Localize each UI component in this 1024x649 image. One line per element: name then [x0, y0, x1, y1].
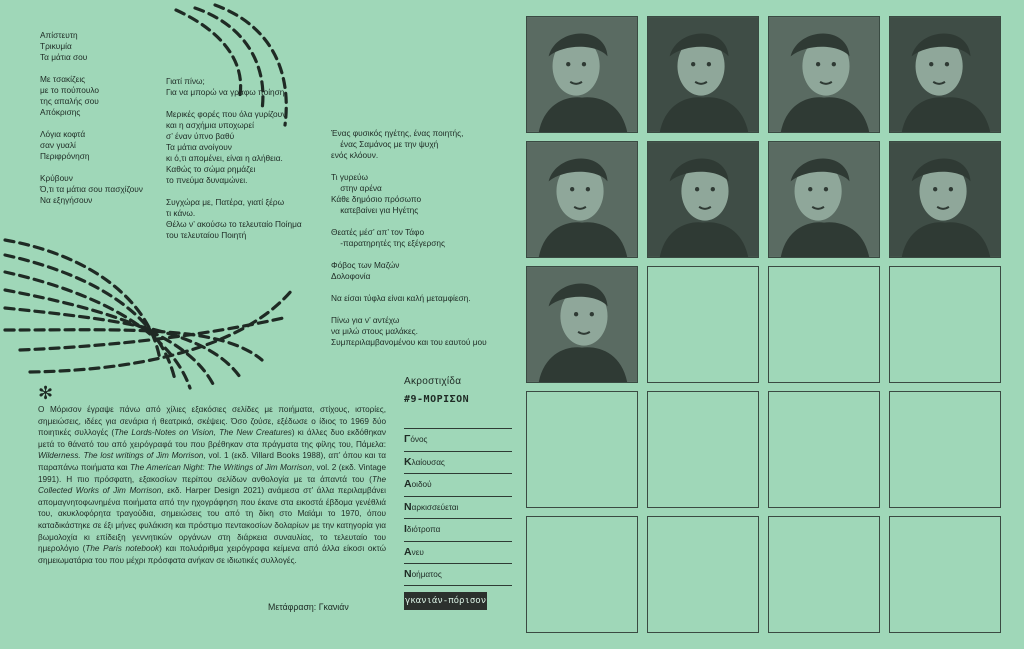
- poem-line: ενός κλόουν.: [331, 150, 379, 160]
- biography-text: Ο Μόρισον έγραψε πάνω από χίλιες εξακόσιες σελίδες με ποιήματα, στίχους, ιστορίες, σημειώσεις, ιδέες για σενάρια ή θεατρικά, σκέψεις. Όσο ζούσε, εξέδωσε ο ίδιος το 1969 δύο ποιητικές συλλογές (The Lords-Notes on Vision, The New Creatures) κι άλλες δυο εκδόθηκαν μετά το θάνατό του από χειρόγραφά του που βρέθηκαν στα πράγματα της φίλης του, Πάμελα: Wilderness. The lost writings of Jim Morrison, vol. 1 (εκδ. Villard Books 1988), απ’ όπου και τα παραπάνω ποιήματα και The American Night: The Writings of Jim Morrison, vol. 2 (εκδ. Vintage 1991). Η πιο πρόσφατη, εξακοσίων περίπου σελίδων ανθολογία με τα άπαντά του (The Collected Works of Jim Morrison, εκδ. Harper Design 2021) ανάμεσα στ’ άλλα περιλαμβάνει απομαγνητοφωνημένα ποιήματα από την ηχογράφηση που έκανε στα εικοστά έβδομα γενέθλιά του, ακυκλοφόρητα τραγούδια, σημειώσεις του από τη δίκη στο Μαϊάμι το 1970, όπου καταδικάστηκε σε έξι μήνες φυλάκιση και πρόστιμο πεντακοσίων δολαρίων με την κατηγορία για βωμολοχία κι επίδειξη γεννητικών οργάνων στη διάρκεια συναυλίας, το τελευταίο του ημερολόγιο (The Paris notebook) και πολυάριθμα χειρόγραφα κείμενα από άλλα είκοσι οκτώ σημειωματάρια του που μέχρι πρόσφατα ανήκαν σε ιδιωτικές συλλογές.: [38, 405, 387, 565]
- poem-line: Μερικές φορές που όλα γυρίζουν: [166, 109, 287, 119]
- poem-line: Τρικυμία: [40, 41, 72, 51]
- acrostic-line: [404, 451, 512, 474]
- acrostic-rest: αρκισσεύεται: [411, 502, 459, 512]
- portrait-photo: [647, 16, 759, 133]
- poem-line: Συγχώρα με, Πατέρα, γιατί ξέρω: [166, 197, 285, 207]
- portrait-photo-image: [648, 17, 758, 132]
- portrait-photo-image: [648, 142, 758, 257]
- empty-frame: [647, 266, 759, 383]
- poem-line: Να είσαι τύφλα είναι καλή μεταμφίεση.: [331, 293, 471, 303]
- poem-two: [166, 76, 302, 252]
- empty-frame: [889, 516, 1001, 633]
- portrait-photo-image: [890, 17, 1000, 132]
- stanza: [166, 76, 302, 98]
- poem-line: Λόγια κοφτά: [40, 129, 86, 139]
- translator-credit: Μετάφραση: Γκανιάν: [268, 602, 349, 612]
- poem-line: Να εξηγήσουν: [40, 195, 93, 205]
- poem-line: Ένας φυσικός ηγέτης, ένας ποιητής,: [331, 128, 464, 138]
- portrait-photo-image: [527, 267, 637, 382]
- acrostic-initial: Α: [404, 545, 412, 558]
- poem-line: σαν γυαλί: [40, 140, 76, 150]
- poem-line: Απίστευτη: [40, 30, 78, 40]
- portrait-photo-image: [890, 142, 1000, 257]
- portrait-photo-image: [527, 142, 637, 257]
- acrostic-initial: Ν: [404, 568, 412, 580]
- portrait-photo-image: [769, 17, 879, 132]
- poem-one: [40, 30, 143, 217]
- stanza: [40, 30, 143, 63]
- poem-line: Με τσακίζεις: [40, 74, 86, 84]
- poem-line: ένας Σαμάνος με την ψυχή: [331, 139, 439, 149]
- poem-line: Θεατές μέσ’ απ’ τον Τάφο: [331, 227, 425, 237]
- poem-line: Φόβος των Μαζών: [331, 260, 400, 270]
- acrostic-initial: Α: [404, 478, 412, 490]
- poem-line: Πίνω για ν’ αντέχω: [331, 315, 400, 325]
- portrait-photo: [889, 141, 1001, 258]
- poem-line: και η ασχήμια υποχωρεί: [166, 120, 254, 130]
- portrait-photo: [526, 266, 638, 383]
- acrostic-rest: λαίουσας: [411, 457, 445, 467]
- poem-line: σ’ έναν ύπνο βαθύ: [166, 131, 235, 141]
- portrait-photo: [526, 141, 638, 258]
- poem-line: κατεβαίνει για Ηγέτης: [331, 205, 419, 215]
- stanza: [40, 129, 143, 162]
- acrostic-line: [404, 428, 512, 451]
- poem-line: του τελευταίου Ποιητή: [166, 230, 247, 240]
- poem-line: Τα μάτια σου: [40, 52, 88, 62]
- acrostic-line: [404, 473, 512, 496]
- portrait-photo: [526, 16, 638, 133]
- stanza: [331, 227, 487, 249]
- poem-line: Για να μπορώ να γράφω ποίηση.: [166, 87, 287, 97]
- empty-frame: [647, 391, 759, 508]
- stanza: [40, 173, 143, 206]
- portrait-grid: [526, 16, 1002, 633]
- portrait-photo-image: [769, 142, 879, 257]
- portrait-photo: [768, 141, 880, 258]
- acrostic-rest: οιδού: [411, 480, 432, 489]
- empty-frame: [526, 391, 638, 508]
- acrostic-line: [404, 518, 512, 541]
- acrostic-line: [404, 541, 512, 564]
- poem-line: Τα μάτια ανοίγουν: [166, 142, 232, 152]
- asterisk-icon: ✻: [38, 383, 54, 404]
- poem-line: -παρατηρητές της εξέγερσης: [331, 238, 446, 248]
- acrostic-line: [404, 563, 512, 586]
- acrostic-rest: διότροπα: [406, 525, 441, 534]
- poem-line: Γιατί πίνω;: [166, 76, 205, 86]
- poem-line: το πνεύμα δυναμώνει.: [166, 175, 248, 185]
- acrostic-initial: Ι: [404, 523, 407, 535]
- portrait-photo: [647, 141, 759, 258]
- acrostic-rest: οήματος: [411, 570, 442, 579]
- acrostic-line: [404, 496, 512, 519]
- stanza: [331, 260, 487, 282]
- poem-line: Δολοφονία: [331, 271, 371, 281]
- empty-frame: [768, 516, 880, 633]
- empty-frame: [889, 266, 1001, 383]
- portrait-photo: [768, 16, 880, 133]
- empty-frame: [768, 391, 880, 508]
- poem-line: Ό,τι τα μάτια σου πασχίζουν: [40, 184, 143, 194]
- stanza: [40, 74, 143, 118]
- acrostic-list: [404, 428, 512, 586]
- poem-line: Κρύβουν: [40, 173, 73, 183]
- portrait-photo-image: [527, 17, 637, 132]
- poem-line: Περιφρόνηση: [40, 151, 90, 161]
- stanza: [166, 197, 302, 241]
- poem-line: να μιλώ στους μαλάκες.: [331, 326, 418, 336]
- poem-line: στην αρένα: [331, 183, 382, 193]
- stanza: [331, 172, 487, 216]
- acrostic-rest: όνος: [410, 435, 428, 444]
- poem-line: τι κάνω.: [166, 208, 196, 218]
- poem-line: Τι γυρεύω: [331, 172, 369, 182]
- acrostic-subtitle: #9-ΜΟΡΙΣΟΝ: [404, 394, 470, 405]
- author-tag: γκανιάν-πόρισον: [404, 592, 487, 610]
- acrostic-initial: Κ: [404, 455, 412, 468]
- poem-line: της απαλής σου: [40, 96, 99, 106]
- acrostic-initial: Γ: [404, 433, 411, 445]
- poem-line: Απόκρισης: [40, 107, 81, 117]
- poem-line: Κάθε δημόσιο πρόσωπο: [331, 194, 422, 204]
- stanza: [331, 293, 487, 304]
- stanza: [331, 128, 487, 161]
- poem-line: Συμπεριλαμβανομένου και του εαυτού μου: [331, 337, 487, 347]
- acrostic-rest: νευ: [411, 547, 424, 557]
- empty-frame: [526, 516, 638, 633]
- poem-line: Καθώς το σώμα ρημάζει: [166, 164, 256, 174]
- poem-three: [331, 128, 487, 359]
- acrostic-title: Ακροστιχίδα: [404, 376, 462, 387]
- stanza: [166, 109, 302, 186]
- poem-line: με το πούπουλο: [40, 85, 100, 95]
- poem-line: κι ό,τι απομένει, είναι η αλήθεια.: [166, 153, 283, 163]
- stanza: [331, 315, 487, 348]
- poem-line: Θέλω ν’ ακούσω το τελευταίο Ποίημα: [166, 219, 302, 229]
- empty-frame: [647, 516, 759, 633]
- portrait-photo: [889, 16, 1001, 133]
- acrostic-initial: Ν: [404, 500, 412, 513]
- empty-frame: [889, 391, 1001, 508]
- empty-frame: [768, 266, 880, 383]
